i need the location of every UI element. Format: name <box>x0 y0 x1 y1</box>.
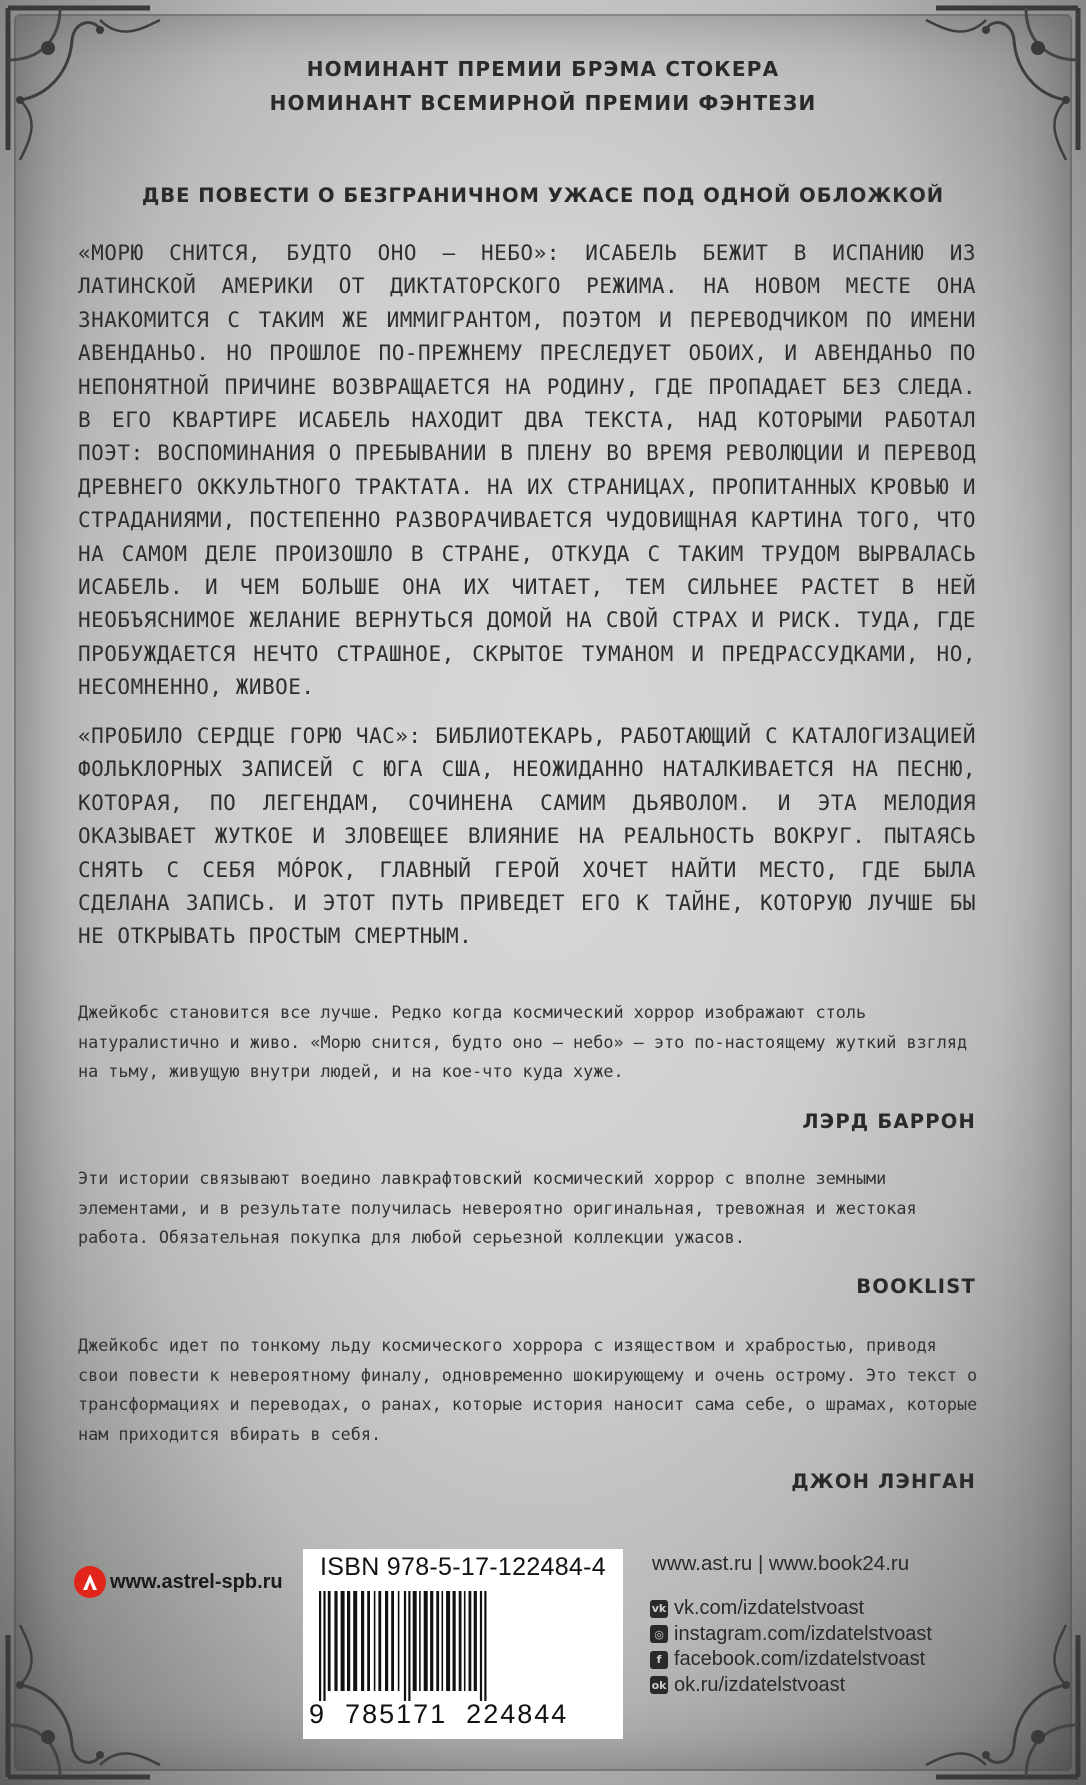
review-text-langan: Джейкобс идет по тонкому льду космического хоррора с изяществом и храбростью, приводя свои повести к невероятному финалу, одновременно шокирующему и очень острому. Это текст о трансформациях и переводах, о ранах, которые история наносит сама себе, о шрамах, которые нам приходится вбирать в себя. <box>78 1335 978 1444</box>
synopsis-first-novella: «МОРЮ СНИТСЯ, БУДТО ОНО – НЕБО»: ИСАБЕЛЬ БЕЖИТ В ИСПАНИЮ ИЗ ЛАТИНСКОЙ АМЕРИКИ ОТ ДИКТАТОРСКОГО РЕЖИМА. НА НОВОМ МЕСТЕ ОНА ЗНАКОМИТСЯ С ТАКИМ ЖЕ ИММИГРАНТОМ, ПОЭТОМ И ПЕРЕВОДЧИКОМ ПО ИМЕНИ АВЕНДАНЬО. НО ПРОШЛОЕ ПО-ПРЕЖНЕМУ ПРЕСЛЕДУЕТ ОБОИХ, И АВЕНДАНЬО ПО НЕПОНЯТНОЙ ПРИЧИНЕ ВОЗВРАЩАЕТСЯ НА РОДИНУ, ГДЕ ПРОПАДАЕТ БЕЗ СЛЕДА. В ЕГО КВАРТИРЕ ИСАБЕЛЬ НАХОДИТ ДВА ТЕКСТА, НАД КОТОРЫМИ РАБОТАЛ ПОЭТ: ВОСПОМИНАНИЯ О ПРЕБЫВАНИИ В ПЛЕНУ ВО ВРЕМЯ РЕВОЛЮЦИИ И ПЕРЕВОД ДРЕВНЕГО ОККУЛЬТНОГО ТРАКТАТА. НА ИХ СТРАНИЦАХ, ПРОПИТАННЫХ КРОВЬЮ И СТРАДАНИЯМИ, ПОСТЕПЕННО РАЗВОРАЧИВАЕТСЯ ЧУДОВИЩНАЯ КАРТИНА ТОГО, ЧТО НА САМОМ ДЕЛЕ ПРОИЗОШЛО В СТРАНЕ, ОТКУДА С ТАКИМ ТРУДОМ ВЫРВАЛАСЬ ИСАБЕЛЬ. И ЧЕМ БОЛЬШЕ ОНА ИХ ЧИТАЕТ, ТЕМ СИЛЬНЕЕ РАСТЕТ В НЕЙ НЕОБЪЯСНИМОЕ ЖЕЛАНИЕ ВЕРНУТЬСЯ ДОМОЙ НА СВОЙ СТРАХ И РИСК. ТУДА, ГДЕ ПРОБУЖДАЕТСЯ НЕЧТО СТРАШНОЕ, СКРЫТОЕ ТУМАНОМ И ПРЕДРАССУДКАМИ, НО, НЕСОМНЕННО, ЖИВОЕ. <box>78 241 976 700</box>
barcode-bar <box>378 1591 381 1691</box>
social-link-text: vk.com/izdatelstvoast <box>674 1597 865 1620</box>
barcode-bar <box>459 1591 462 1691</box>
social-link-vk[interactable] <box>650 1596 932 1622</box>
barcode-bar <box>419 1591 421 1691</box>
social-link-text: instagram.com/izdatelstvoast <box>674 1622 932 1645</box>
barcode-bar <box>328 1591 331 1691</box>
isbn-number: ISBN 978-5-17-122484-4 <box>320 1553 606 1581</box>
barcode-bar <box>424 1591 428 1691</box>
social-links <box>650 1596 932 1698</box>
barcode-bar <box>334 1591 337 1691</box>
ean-left-group: 785171 <box>345 1699 448 1729</box>
barcode-bar <box>353 1591 357 1691</box>
award-world-fantasy: НОМИНАНТ ВСЕМИРНОЙ ПРЕМИИ ФЭНТЕЗИ <box>269 91 817 115</box>
barcode-bar <box>474 1591 477 1691</box>
isbn-barcode <box>303 1549 623 1739</box>
review-author-booklist: BOOKLIST <box>856 1275 976 1298</box>
barcode-bars <box>313 1591 613 1701</box>
barcode-bar <box>385 1591 388 1691</box>
barcode-bar <box>430 1591 433 1691</box>
social-link-text: ok.ru/izdatelstvoast <box>674 1673 846 1696</box>
barcode-bar <box>464 1591 466 1691</box>
publisher-link[interactable] <box>74 1566 283 1598</box>
instagram-icon: ◎ <box>650 1625 668 1643</box>
social-link-text: facebook.com/izdatelstvoast <box>674 1648 926 1671</box>
synopsis-second-novella: «ПРОБИЛО СЕРДЦЕ ГОРЮ ЧАС»: БИБЛИОТЕКАРЬ, РАБОТАЮЩИЙ С КАТАЛОГИЗАЦИЕЙ ФОЛЬКЛОРНЫХ ЗАПИСЕЙ С ЮГА США, НЕОЖИДАННО НАТАЛКИВАЕТСЯ НА ПЕСНЮ, КОТОРАЯ, ПО ЛЕГЕНДАМ, СОЧИНЕНА САМИМ ДЬЯВОЛОМ. И ЭТА МЕЛОДИЯ ОКАЗЫВАЕТ ЖУТКОЕ И ЗЛОВЕЩЕЕ ВЛИЯНИЕ НА РЕАЛЬНОСТЬ ВОКРУГ. ПЫТАЯСЬ СНЯТЬ С СЕБЯ МÓРОК, ГЛАВНЫЙ ГЕРОЙ ХОЧЕТ НАЙТИ МЕСТО, ГДЕ БЫЛА СДЕЛАНА ЗАПИСЬ. И ЭТОТ ПУТЬ ПРИВЕДЕТ ЕГО К ТАЙНЕ, КОТОРУЮ ЛУЧШЕ БЫ НЕ ОТКРЫВАТЬ ПРОСТЫМ СМЕРТНЫМ. <box>78 724 976 949</box>
barcode-bar <box>404 1591 406 1701</box>
barcode-bar <box>453 1591 456 1691</box>
barcode-bar <box>436 1591 439 1691</box>
social-link-facebook[interactable] <box>650 1647 932 1673</box>
review-text-booklist: Эти истории связывают воедино лавкрафтовский космический хоррор с вполне земными элементами, и в результате получилась невероятно оригинальная, тревожная и жестокая работа. Обязательная покупка для любой серьезной коллекции ужасов. <box>78 1168 917 1247</box>
ok-icon: ok <box>650 1676 668 1694</box>
barcode-bar <box>442 1591 444 1691</box>
barcode-bar <box>374 1591 376 1691</box>
review-author-barron: ЛЭРД БАРРОН <box>802 1110 976 1133</box>
facebook-icon: f <box>650 1651 668 1669</box>
publisher-url: www.astrel-spb.ru <box>110 1570 283 1593</box>
barcode-bar <box>469 1591 472 1691</box>
ean-right-group: 224844 <box>466 1699 569 1729</box>
barcode-bar <box>413 1591 417 1691</box>
barcode-bar <box>391 1591 394 1691</box>
barcode-bar <box>484 1591 486 1701</box>
review-text-barron: Джейкобс становится все лучше. Редко когда космический хоррор изображают столь натуралистично и живо. «Морю снится, будто оно — небо» — это по-настоящему жуткий взгляд на тьму, живущую внутри людей, и на кое-что куда хуже. <box>78 1002 968 1081</box>
ean-digits <box>309 1699 617 1730</box>
barcode-bar <box>446 1591 450 1691</box>
ast-logo-icon <box>74 1566 106 1598</box>
social-link-ok[interactable] <box>650 1673 932 1699</box>
barcode-bar <box>319 1591 321 1701</box>
ean-first-digit: 9 <box>309 1699 327 1729</box>
barcode-bar <box>347 1591 350 1691</box>
barcode-bar <box>341 1591 345 1691</box>
publisher-websites[interactable]: www.ast.ru | www.book24.ru <box>652 1552 910 1575</box>
barcode-bar <box>323 1591 325 1701</box>
barcode-bar <box>408 1591 410 1701</box>
ornament-corner-bottom-left <box>0 1595 190 1785</box>
barcode-bar <box>367 1591 370 1691</box>
barcode-bar <box>361 1591 364 1691</box>
review-author-langan: ДЖОН ЛЭНГАН <box>791 1470 976 1493</box>
award-stoker: НОМИНАНТ ПРЕМИИ БРЭМА СТОКЕРА <box>306 57 780 81</box>
social-link-instagram[interactable] <box>650 1622 932 1648</box>
barcode-bar <box>398 1591 400 1691</box>
tagline: ДВЕ ПОВЕСТИ О БЕЗГРАНИЧНОМ УЖАСЕ ПОД ОДНОЙ ОБЛОЖКОЙ <box>141 184 945 207</box>
vk-icon: vk <box>650 1600 668 1618</box>
barcode-bar <box>480 1591 482 1701</box>
